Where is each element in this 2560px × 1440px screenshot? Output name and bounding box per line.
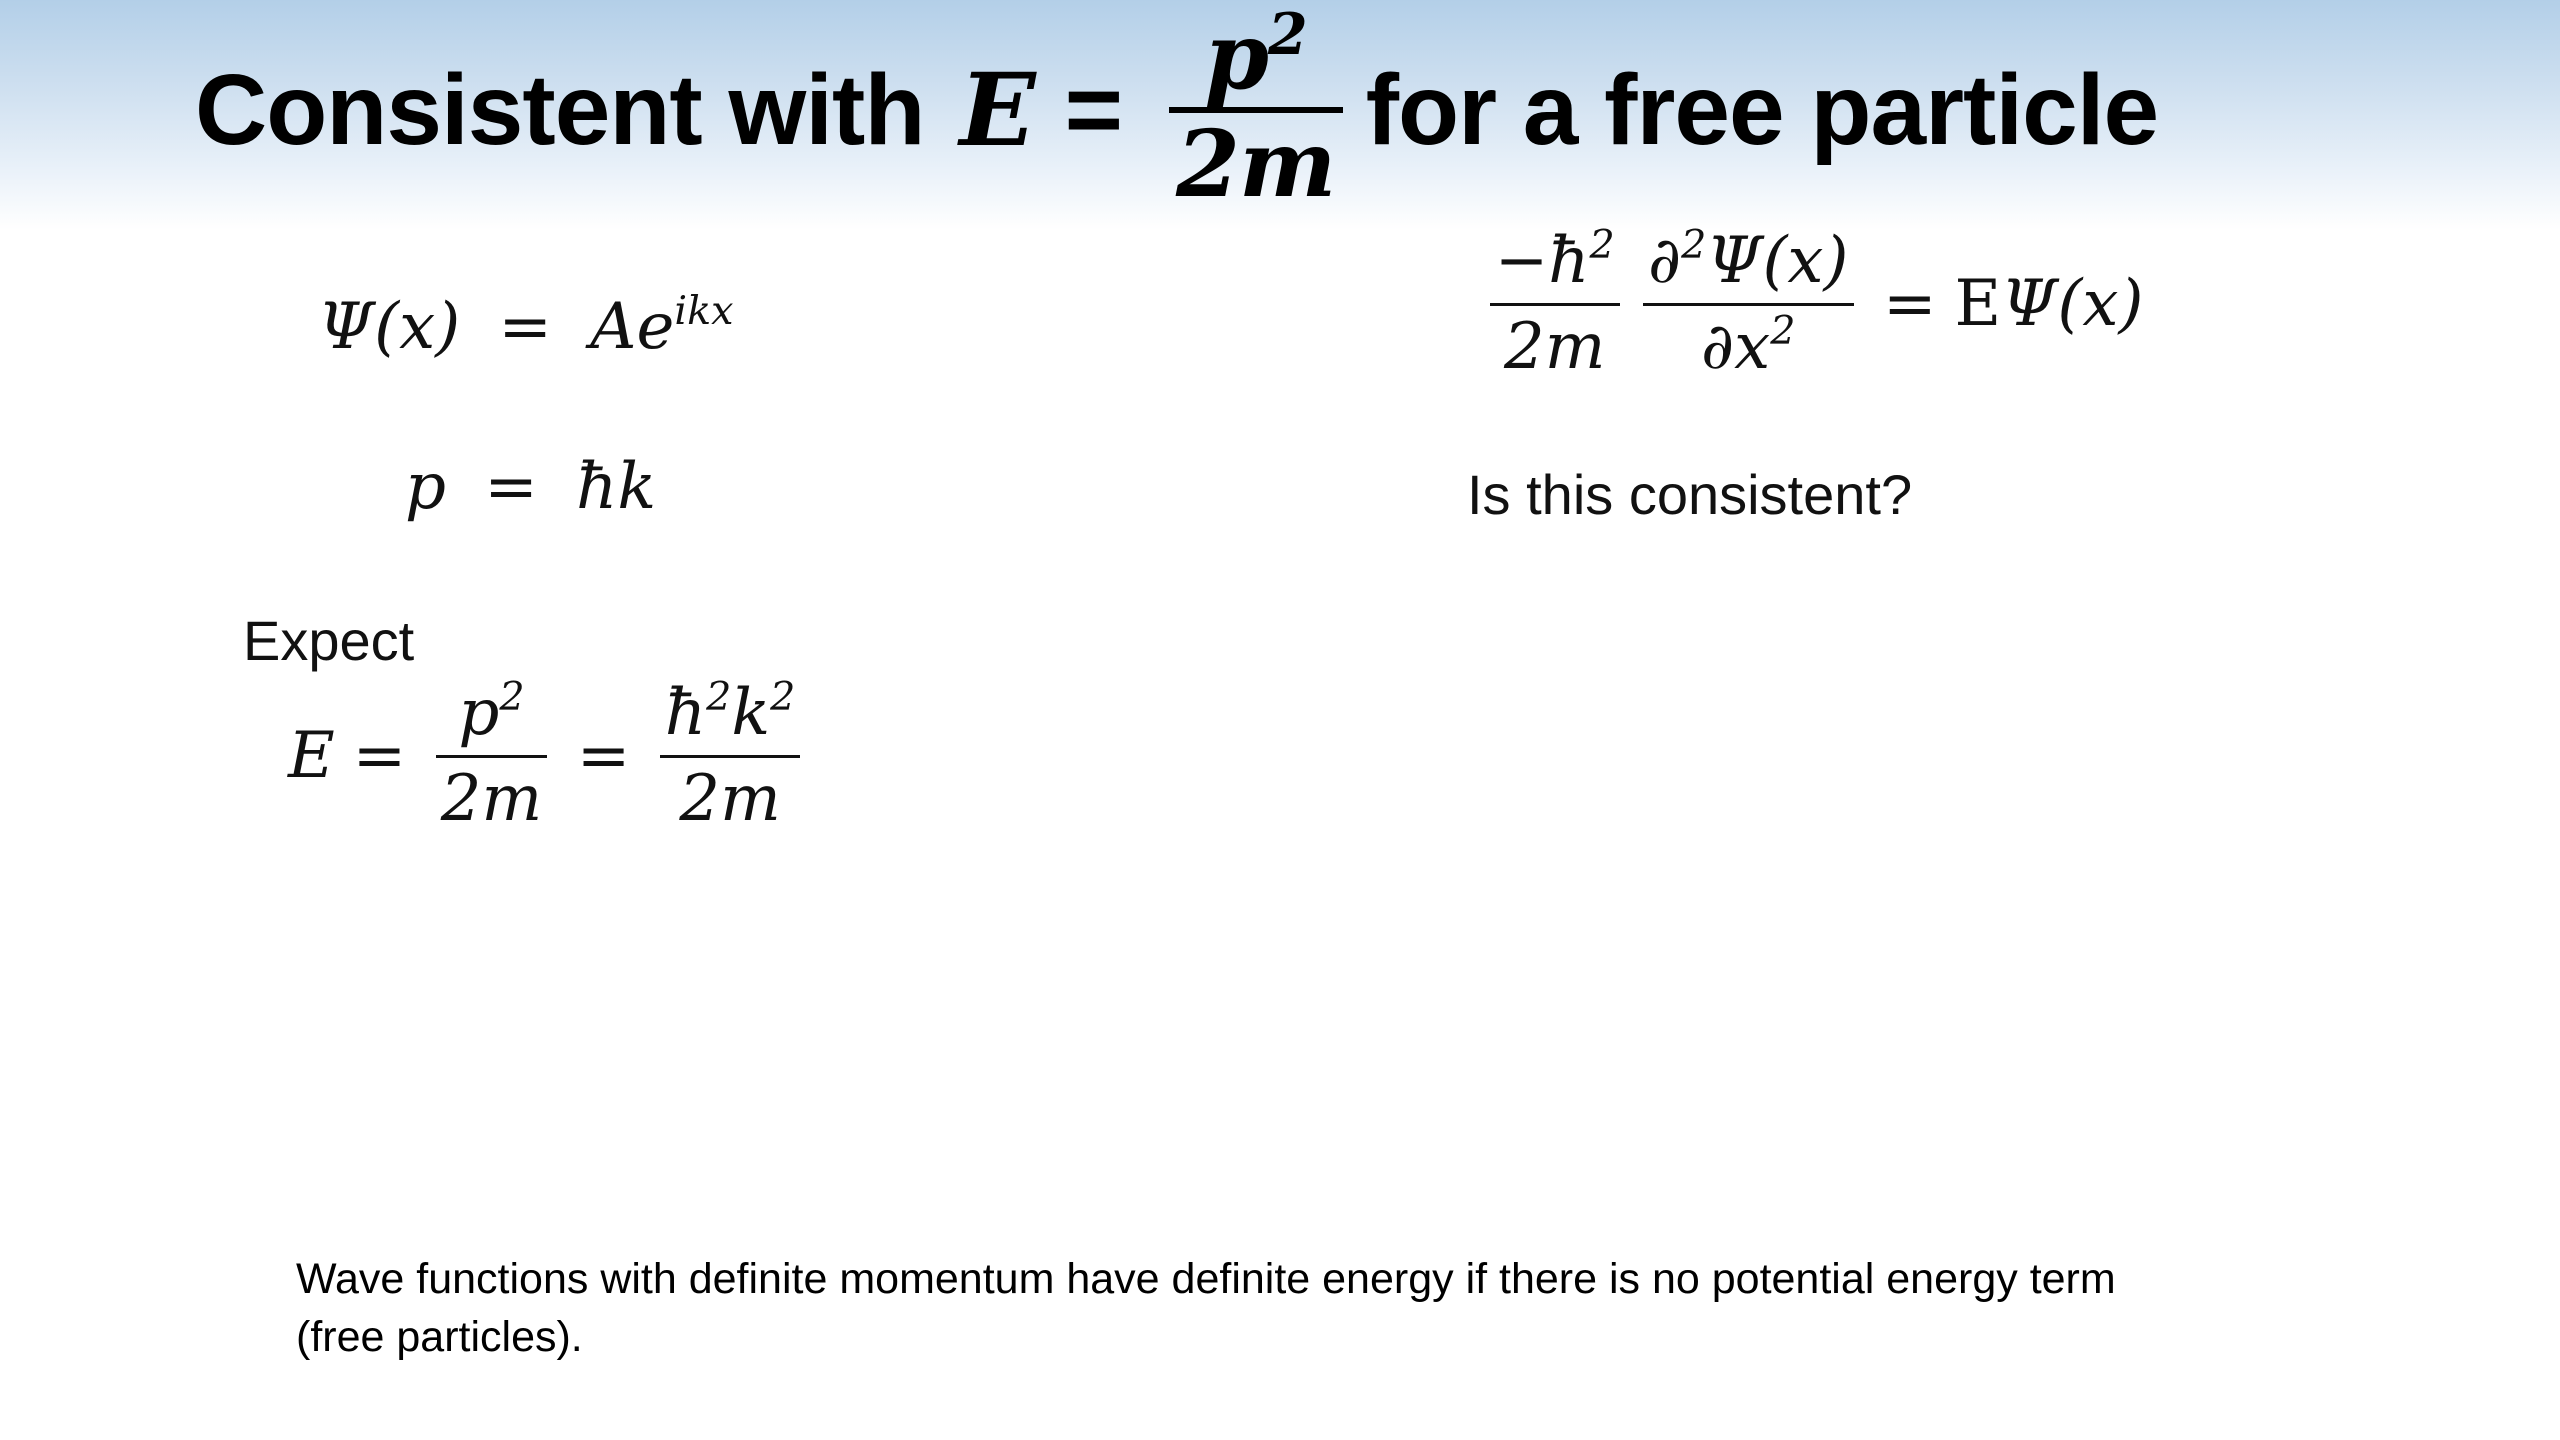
title-fraction-numerator: $p^2$: [1204, 1, 1307, 111]
expected-energy-fraction-2: [660, 674, 801, 836]
expected-energy-equals-2: =: [576, 719, 631, 794]
fraction-2-denominator: 2m: [679, 761, 781, 836]
title-energy-symbol: E: [959, 51, 1035, 169]
momentum-equation: [405, 450, 656, 524]
schrodinger-fraction-2: [1643, 222, 1854, 384]
schrodinger-fraction-1-numerator: $-ħ^2$: [1494, 222, 1615, 298]
wavefunction-equals: =: [498, 290, 553, 364]
wavefunction-lhs: Ψ(x): [318, 290, 461, 364]
fraction-1-numerator: $p^2$: [458, 674, 525, 750]
expected-energy-fraction-1: [436, 674, 548, 836]
momentum-equals: =: [484, 450, 538, 524]
summary-note: Wave functions with definite momentum have definite energy if there is no potential energy term (free particles).: [296, 1255, 2116, 1361]
fraction-2-numerator: $ħ^2k^2$: [664, 674, 796, 750]
schrodinger-equation: [1478, 222, 2144, 384]
schrodinger-fraction-2-numerator: ∂$^2$Ψ(x): [1647, 222, 1849, 298]
schrodinger-fraction-2-denominator: $\partial x^2$: [1701, 307, 1796, 384]
wavefunction-equation: [318, 290, 733, 364]
wavefunction-rhs: $Ae^{ikx}$: [590, 288, 734, 364]
title-suffix: for a free particle: [1365, 53, 2159, 166]
title-fraction: [1169, 1, 1343, 218]
fraction-1-bar: [436, 755, 548, 758]
schrodinger-rhs: EΨ(x): [1954, 267, 2144, 342]
schrodinger-fraction-1-bar: [1490, 303, 1620, 306]
expected-energy-equation: [288, 674, 812, 836]
consistency-question: Is this consistent?: [1467, 463, 1913, 526]
momentum-rhs: ħk: [576, 450, 657, 524]
schrodinger-fraction-1: [1490, 222, 1620, 384]
fraction-1-denominator: 2m: [440, 761, 543, 836]
schrodinger-fraction-2-bar: [1643, 303, 1854, 306]
slide-title: [195, 0, 2158, 220]
schrodinger-fraction-1-denominator: 2m: [1503, 309, 1606, 384]
expect-label: Expect: [243, 609, 415, 672]
schrodinger-equals: =: [1883, 267, 1937, 342]
title-prefix: Consistent with: [195, 53, 925, 166]
expected-energy-equals-1: =: [352, 719, 407, 794]
expected-energy-lhs: E: [288, 719, 335, 794]
title-fraction-denominator: 2m: [1175, 109, 1336, 218]
momentum-lhs: p: [405, 450, 446, 524]
title-equals: =: [1064, 53, 1123, 166]
fraction-2-bar: [660, 755, 801, 758]
